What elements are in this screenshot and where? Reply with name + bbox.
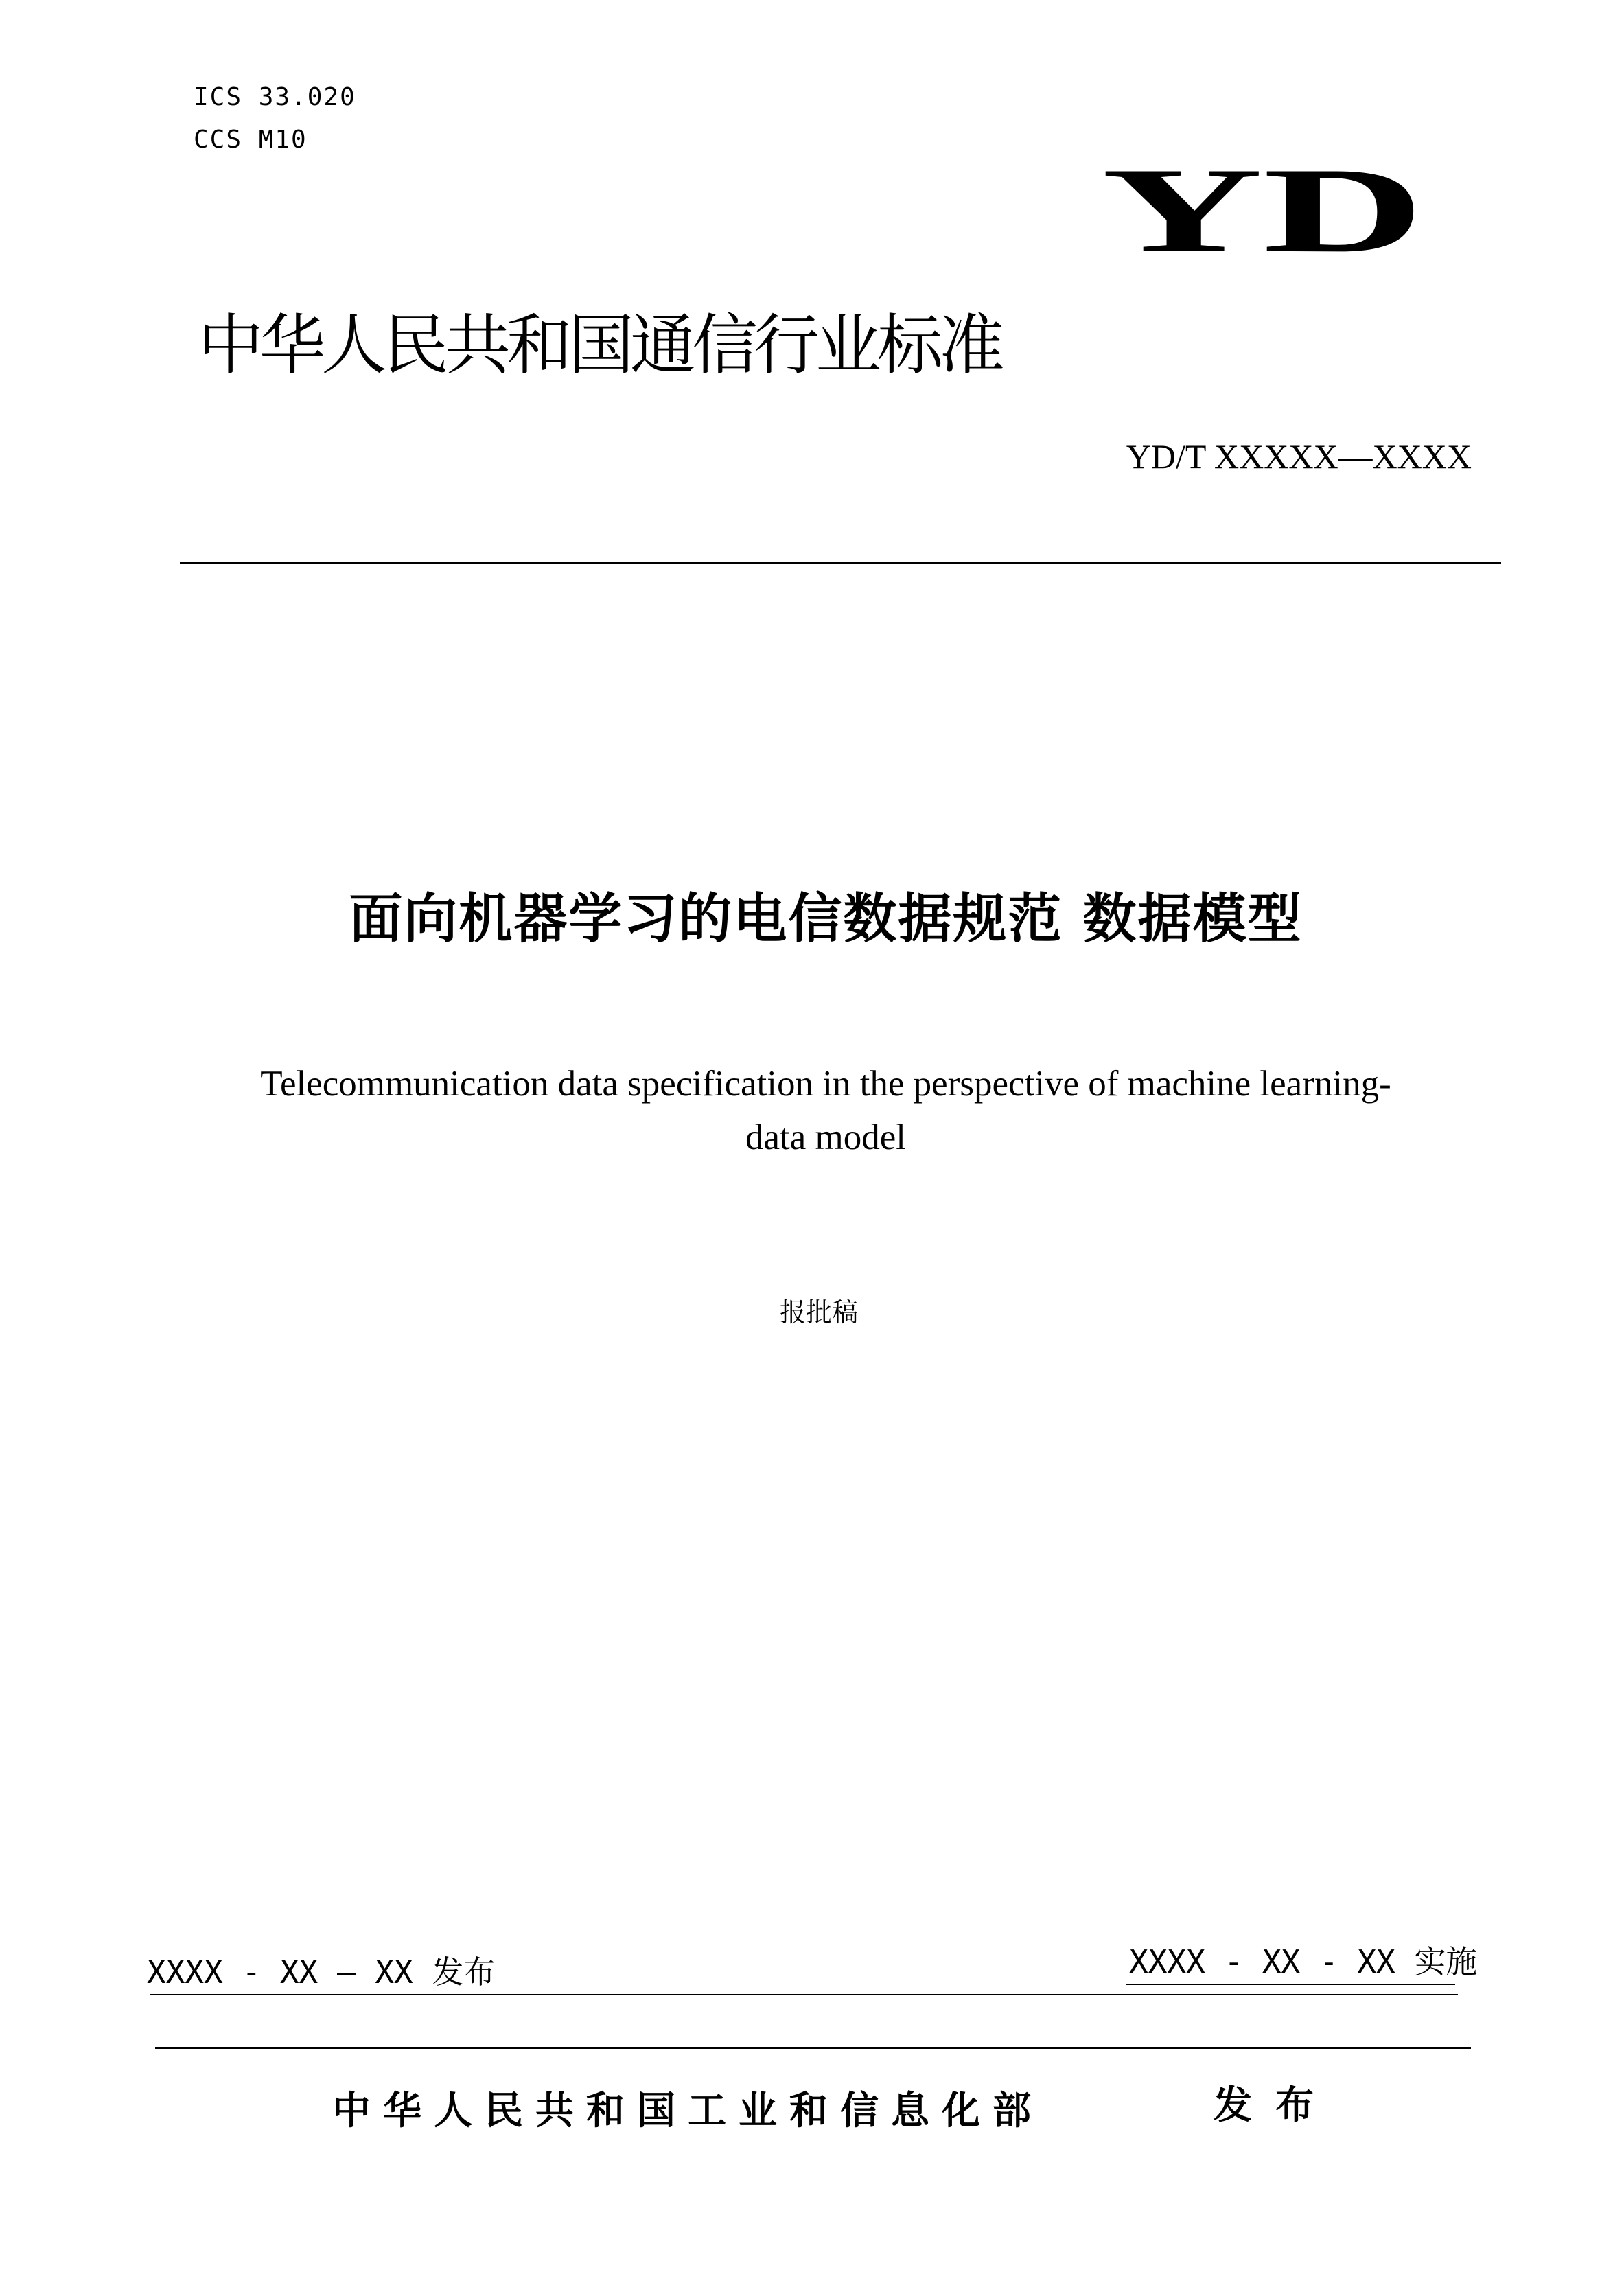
footer-divider — [155, 2047, 1471, 2049]
ccs-code: CCS M10 — [194, 126, 308, 154]
document-title-zh: 面向机器学习的电信数据规范 数据模型 — [349, 888, 1303, 950]
document-title-en-line-2: data model — [745, 1117, 906, 1157]
ics-code: ICS 33.020 — [194, 83, 356, 111]
implementation-date: XXXX - XX - XX 实施 — [1129, 1943, 1478, 1980]
publish-label: 发布 — [1214, 2083, 1337, 2128]
implementation-date-underline — [1126, 1984, 1455, 1985]
document-title-en — [0, 1057, 1624, 1164]
standard-number: YD/T XXXXX—XXXX — [1126, 437, 1472, 476]
draft-status: 报批稿 — [779, 1297, 858, 1327]
yd-logo — [1098, 156, 1428, 266]
publisher-name: 中华人民共和国工业和信息化部 — [332, 2089, 1043, 2133]
industry-standard-title: 中华人民共和国通信行业标准 — [198, 307, 1001, 384]
dates-divider — [150, 1994, 1458, 1995]
header-divider — [180, 562, 1501, 564]
document-title-en-line-1: Telecommunication data specification in the perspective of machine learning- — [260, 1064, 1391, 1104]
yd-logo-text: YD — [1102, 156, 1424, 266]
issue-date: XXXX - XX – XX 发布 — [147, 1953, 496, 1991]
